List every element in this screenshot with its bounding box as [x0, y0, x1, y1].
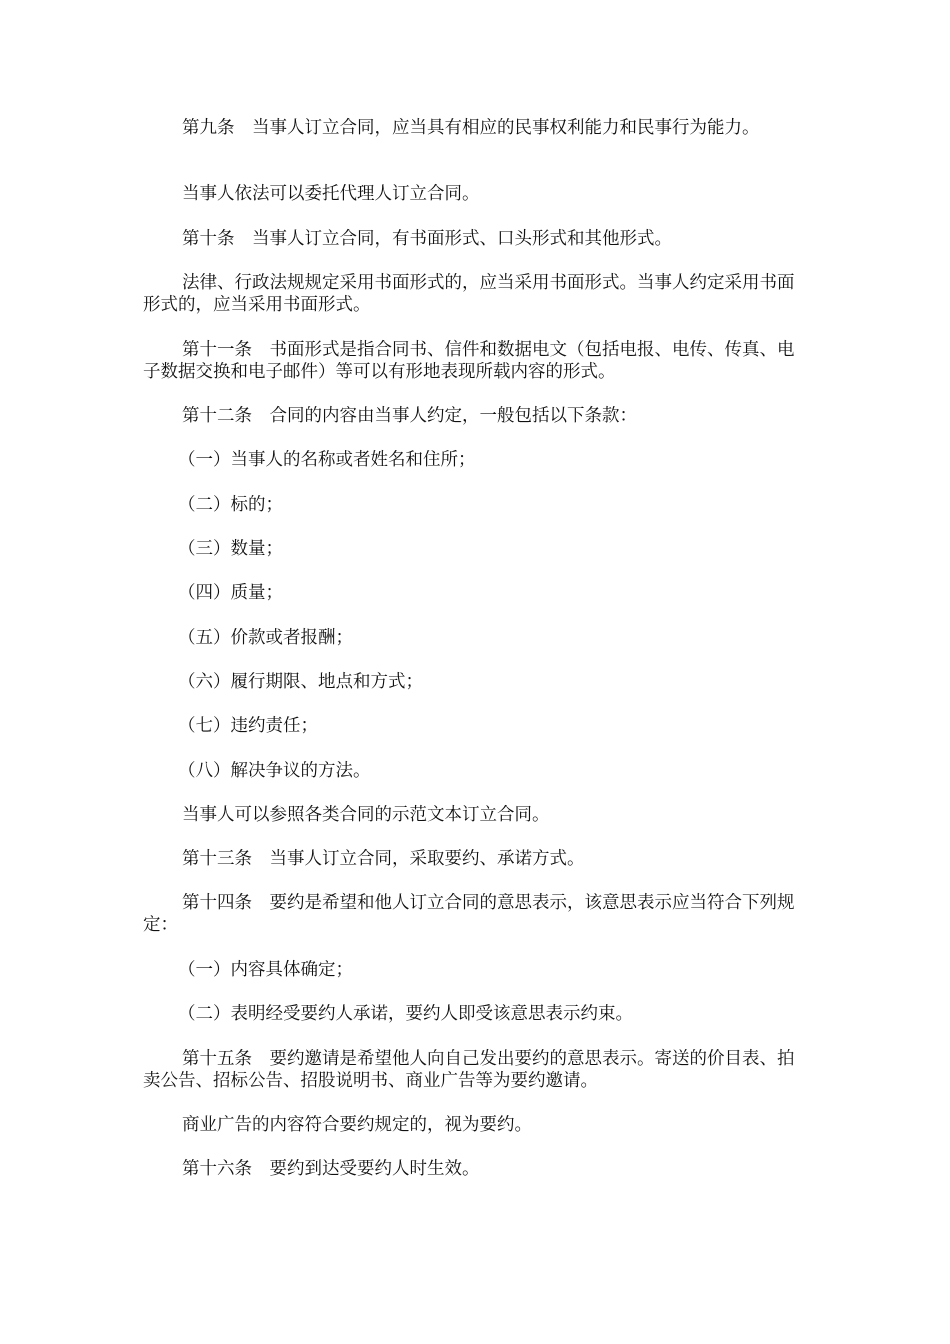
- article-15: 第十五条 要约邀请是希望他人向自己发出要约的意思表示。寄送的价目表、拍卖公告、招标公告、招股说明书、商业广告等为要约邀请。: [143, 1049, 795, 1091]
- article-14: 第十四条 要约是希望和他人订立合同的意思表示，该意思表示应当符合下列规定：: [143, 893, 795, 935]
- article-12-item-2: （二）标的；: [178, 495, 283, 515]
- article-12-paragraph-2: 当事人可以参照各类合同的示范文本订立合同。: [182, 805, 550, 825]
- article-12-item-3: （三）数量；: [178, 539, 283, 559]
- article-16: 第十六条 要约到达受要约人时生效。: [182, 1159, 480, 1179]
- article-14-item-1: （一）内容具体确定；: [178, 960, 353, 980]
- article-10-paragraph-2: 法律、行政法规规定采用书面形式的，应当采用书面形式。当事人约定采用书面形式的，应当采用书面形式。: [143, 273, 795, 315]
- article-12: 第十二条 合同的内容由当事人约定，一般包括以下条款：: [182, 406, 637, 426]
- article-12-item-6: （六）履行期限、地点和方式；: [178, 672, 423, 692]
- article-11: 第十一条 书面形式是指合同书、信件和数据电文（包括电报、电传、传真、电子数据交换和电子邮件）等可以有形地表现所载内容的形式。: [143, 340, 795, 382]
- article-9-paragraph-2: 当事人依法可以委托代理人订立合同。: [182, 184, 480, 204]
- article-14-item-2: （二）表明经受要约人承诺，要约人即受该意思表示约束。: [178, 1004, 633, 1024]
- article-15-paragraph-2: 商业广告的内容符合要约规定的，视为要约。: [182, 1115, 532, 1135]
- article-12-item-4: （四）质量；: [178, 583, 283, 603]
- article-12-item-8: （八）解决争议的方法。: [178, 761, 371, 781]
- article-12-item-5: （五）价款或者报酬；: [178, 628, 353, 648]
- article-9: 第九条 当事人订立合同，应当具有相应的民事权利能力和民事行为能力。: [182, 118, 760, 138]
- article-10: 第十条 当事人订立合同，有书面形式、口头形式和其他形式。: [182, 229, 672, 249]
- article-12-item-1: （一）当事人的名称或者姓名和住所；: [178, 450, 476, 470]
- article-12-item-7: （七）违约责任；: [178, 716, 318, 736]
- article-13: 第十三条 当事人订立合同，采取要约、承诺方式。: [182, 849, 585, 869]
